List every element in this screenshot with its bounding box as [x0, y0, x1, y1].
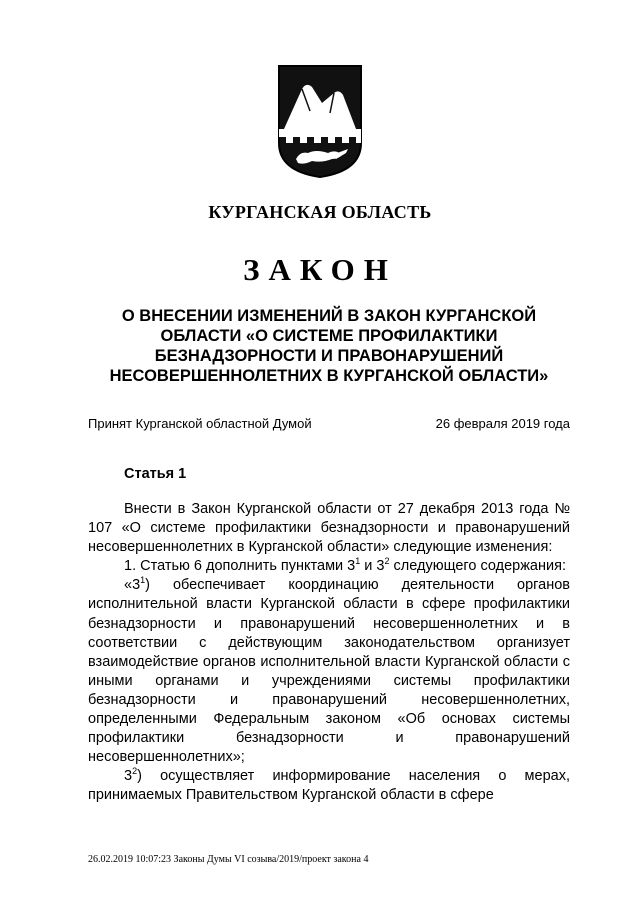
- paragraph-3: «$3^1$) обеспечивает координацию деятельности органов исполнительной власти Курганской области в сфере профилактики безнадзорности и правонарушений несовершеннолетних и в соответствии с действующим законодательством организует взаимодействие органов исполнительной власти Курганской области с иными органами и учреждениями системы профилактики безнадзорности и правонарушений несовершеннолетних, определенными Федеральным законом «Об основах системы профилактики безнадзорности и правонарушений несовершеннолетних»;: [88, 575, 570, 766]
- adoption-line: [88, 416, 570, 431]
- paragraph-1: Внести в Закон Курганской области от 27 декабря 2013 года № 107 «О системе профилактики безнадзорности и правонарушений несовершеннолетних в Курганской области» следующие изменения:: [88, 501, 570, 556]
- article-title: Статья 1: [124, 466, 187, 482]
- article-body: [88, 500, 570, 806]
- superscript: 1: [355, 556, 361, 567]
- document-type: ЗАКОН: [243, 252, 397, 287]
- adopted-by: Принят Курганской областной Думой: [88, 416, 312, 431]
- superscript: 1: [140, 575, 146, 586]
- adoption-date: 26 февраля 2019 года: [435, 416, 570, 431]
- footer-path: 26.02.2019 10:07:23 Законы Думы VI созыва/2019/проект закона 4: [88, 854, 369, 865]
- superscript: 2: [384, 556, 390, 567]
- superscript: 2: [132, 766, 138, 777]
- paragraph-2: 1. Статью 6 дополнить пунктами $3^1$ и $3^2$ следующего содержания:: [124, 556, 566, 575]
- region-name: КУРГАНСКАЯ ОБЛАСТЬ: [208, 202, 432, 222]
- paragraph-4: $3^2$) осуществляет информирование населения о мерах, принимаемых Правительством Курганской области в сфере: [88, 766, 570, 804]
- law-title: О ВНЕСЕНИИ ИЗМЕНЕНИЙ В ЗАКОН КУРГАНСКОЙ ОБЛАСТИ «О СИСТЕМЕ ПРОФИЛАКТИКИ БЕЗНАДЗОРНОСТИ И ПРАВОНАРУШЕНИЙ НЕСОВЕРШЕННОЛЕТНИХ В КУРГАНСКОЙ ОБЛАСТИ»: [109, 307, 549, 385]
- coat-of-arms-icon: [276, 63, 364, 180]
